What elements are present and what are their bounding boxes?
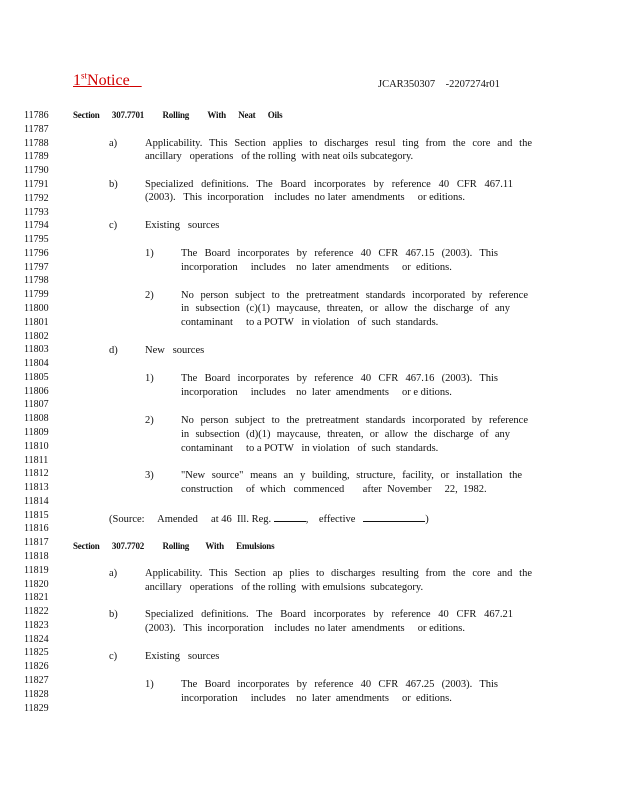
- source-close: ): [425, 514, 429, 525]
- paragraph-line: incorporation includes no later amendments or editions.: [181, 262, 452, 273]
- line-number: 11820: [24, 578, 49, 590]
- item-label: 2): [145, 290, 154, 301]
- paragraph-line: ancillary operations of the rolling with neat oils subcategory.: [145, 151, 414, 162]
- line-number: 11795: [24, 234, 49, 245]
- section-heading: Section 307.7702 Rolling With Emulsions: [73, 541, 275, 551]
- line-number: 11805: [24, 371, 49, 383]
- paragraph-line: "New source" means an y building, structure, facility, or installation the: [181, 470, 522, 481]
- line-number: 11800: [24, 302, 49, 314]
- paragraph-line: The Board incorporates by reference 40 CFR 467.16 (2003). This: [181, 373, 498, 384]
- blank-volume-line: [274, 511, 306, 522]
- subsection-label: a): [109, 138, 118, 149]
- line-number: 11813: [24, 482, 49, 494]
- line-number: 11818: [24, 551, 49, 562]
- line-number: 11788: [24, 137, 49, 149]
- paragraph-line: Applicability. This Section applies to discharges resul ting from the core and the: [145, 138, 532, 149]
- paragraph-line: Applicability. This Section ap plies to discharges resulting from the core and the: [145, 568, 532, 579]
- line-number: 11808: [24, 413, 49, 425]
- notice-word: Notice: [87, 72, 130, 89]
- line-number: 11792: [24, 192, 49, 204]
- line-number: 11823: [24, 619, 49, 631]
- subsection-label: b): [109, 609, 118, 620]
- line-number: 11819: [24, 564, 49, 576]
- line-number: 11806: [24, 385, 49, 397]
- item-label: 3): [145, 470, 154, 481]
- subsection-label: d): [109, 345, 118, 356]
- paragraph-line: Specialized definitions. The Board incorporates by reference 40 CFR 467.21: [145, 609, 513, 620]
- line-number: 11810: [24, 440, 49, 452]
- paragraph-line: The Board incorporates by reference 40 CFR 467.25 (2003). This: [181, 679, 498, 690]
- line-number: 11794: [24, 220, 49, 232]
- item-label: 2): [145, 415, 154, 426]
- subsection-label: b): [109, 179, 118, 190]
- notice-label: [73, 72, 142, 90]
- item-label: 1): [145, 373, 154, 384]
- line-number: 11826: [24, 661, 49, 673]
- subsection-title: Existing sources: [145, 220, 220, 231]
- line-number: 11809: [24, 426, 49, 438]
- paragraph-line: (2003). This incorporation includes no later amendments or editions.: [145, 192, 465, 203]
- item-label: 1): [145, 248, 154, 259]
- line-number: 11817: [24, 537, 49, 549]
- subsection-label: c): [109, 651, 118, 662]
- paragraph-line: The Board incorporates by reference 40 CFR 467.15 (2003). This: [181, 248, 498, 259]
- subsection-title: New sources: [145, 345, 205, 356]
- line-number: 11802: [24, 330, 49, 342]
- line-number: 11815: [24, 509, 49, 521]
- line-number: 11796: [24, 247, 49, 259]
- source-prefix: (Source: Amended at 46 Ill. Reg.: [109, 514, 272, 525]
- line-number: 11807: [24, 399, 49, 411]
- subsection-title: Existing sources: [145, 651, 220, 662]
- line-number: 11798: [24, 275, 49, 287]
- section-heading: Section 307.7701 Rolling With Neat Oils: [73, 110, 283, 120]
- paragraph-line: contaminant to a POTW in violation of such standards.: [181, 443, 439, 454]
- paragraph-line: construction of which commenced after November 22, 1982.: [181, 484, 487, 495]
- source-note: [109, 511, 429, 527]
- line-number: 11803: [24, 344, 49, 356]
- subsection-label: a): [109, 568, 118, 579]
- line-number: 11789: [24, 151, 49, 163]
- line-number: 11804: [24, 358, 49, 369]
- paragraph-line: incorporation includes no later amendments or editions.: [181, 693, 452, 704]
- line-number: 11793: [24, 206, 49, 218]
- source-effective: , effective: [305, 514, 356, 525]
- line-number: 11791: [24, 178, 49, 190]
- paragraph-line: in subsection (c)(1) maycause, threaten, or allow the discharge of any: [181, 303, 510, 314]
- paragraph-line: incorporation includes no later amendments or e ditions.: [181, 387, 452, 398]
- line-number: 11787: [24, 123, 49, 135]
- paragraph-line: Specialized definitions. The Board incorporates by reference 40 CFR 467.11: [145, 179, 513, 190]
- paragraph-line: No person subject to the pretreatment standards incorporated by reference: [181, 415, 528, 426]
- notice-number: 1: [73, 72, 81, 89]
- paragraph-line: (2003). This incorporation includes no later amendments or editions.: [145, 623, 465, 634]
- line-number: 11822: [24, 606, 49, 618]
- line-number: 11827: [24, 675, 49, 686]
- line-number: 11825: [24, 647, 49, 659]
- notice-superscript: st: [81, 70, 88, 81]
- subsection-label: c): [109, 220, 118, 231]
- blank-date-line: [363, 511, 425, 522]
- line-number: 11799: [24, 289, 49, 301]
- line-number: 11797: [24, 261, 49, 273]
- line-number: 11821: [24, 592, 49, 604]
- jcar-code: JCAR350307 -2207274r01: [378, 79, 500, 90]
- line-number: 11829: [24, 702, 49, 714]
- line-number: 11801: [24, 316, 49, 328]
- line-number: 11811: [24, 454, 49, 466]
- item-label: 1): [145, 679, 154, 690]
- line-number: 11786: [24, 110, 49, 121]
- paragraph-line: in subsection (d)(1) maycause, threaten, or allow the discharge of any: [181, 429, 510, 440]
- line-number: 11812: [24, 468, 49, 480]
- paragraph-line: ancillary operations of the rolling with emulsions subcategory.: [145, 582, 424, 593]
- line-number: 11824: [24, 633, 49, 645]
- line-number: 11790: [24, 165, 49, 177]
- line-number: 11814: [24, 495, 49, 507]
- paragraph-line: No person subject to the pretreatment standards incorporated by reference: [181, 290, 528, 301]
- line-number: 11828: [24, 688, 49, 700]
- paragraph-line: contaminant to a POTW in violation of such standards.: [181, 317, 439, 328]
- line-number: 11816: [24, 523, 49, 535]
